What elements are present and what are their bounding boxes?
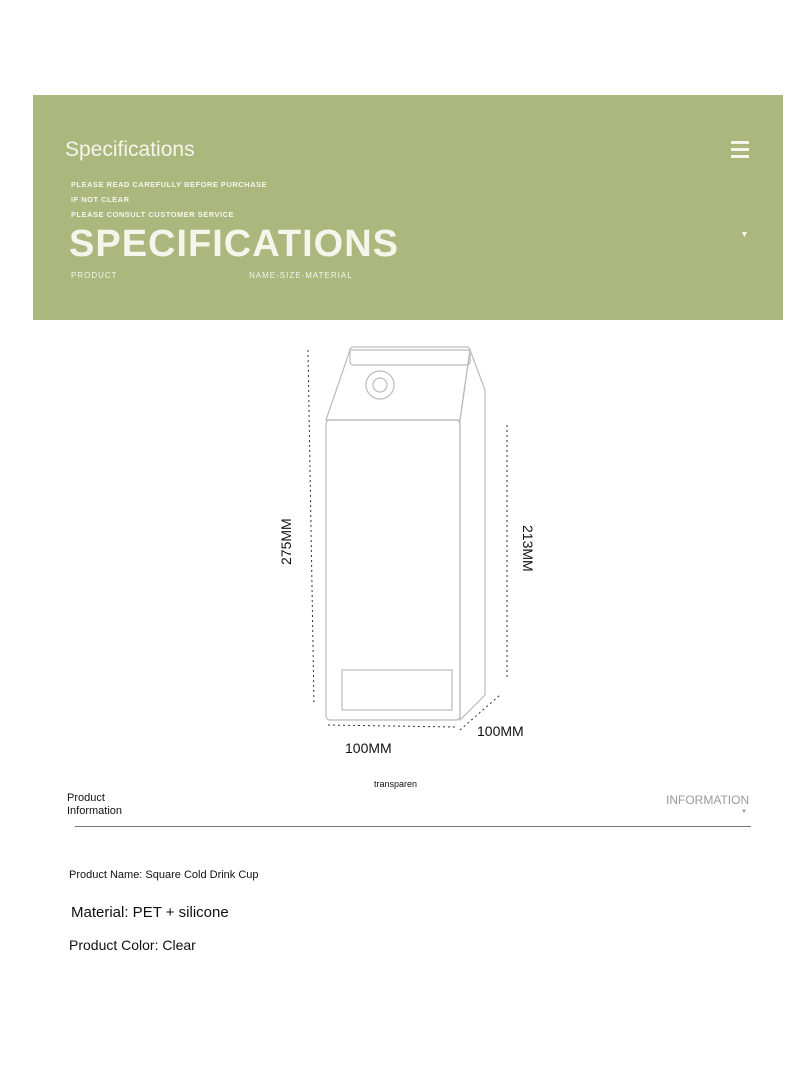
dimension-width: 100MM <box>345 740 392 756</box>
banner-heading: SPECIFICATIONS <box>69 223 399 265</box>
divider <box>75 826 751 827</box>
stray-label: transparen <box>374 779 418 789</box>
banner-caption-right: NAME-SIZE-MATERIAL <box>249 271 353 280</box>
product-color: Product Color: Clear <box>69 937 196 953</box>
banner-note: PLEASE READ CAREFULLY BEFORE PURCHASE <box>71 180 268 189</box>
banner-note: PLEASE CONSULT CUSTOMER SERVICE <box>71 210 235 219</box>
dimension-total-height: 275MM <box>278 518 294 565</box>
bottle-illustration <box>270 335 550 755</box>
dimension-body-height: 213MM <box>520 525 536 572</box>
section-label-line2: Information <box>67 805 123 817</box>
banner-note: IF NOT CLEAR <box>71 195 130 204</box>
banner-title: Specifications <box>65 138 195 161</box>
information-label: INFORMATION <box>666 793 750 807</box>
product-material: Material: PET + silicone <box>71 904 229 921</box>
menu-icon <box>731 141 749 157</box>
banner-caption-left: PRODUCT <box>71 271 118 280</box>
section-label-line1: Product <box>67 792 105 804</box>
triangle-down-icon: ▼ <box>740 229 749 239</box>
triangle-down-icon: ▼ <box>741 809 747 815</box>
dimension-depth: 100MM <box>477 723 524 739</box>
specifications-banner <box>33 95 783 320</box>
product-name: Product Name: Square Cold Drink Cup <box>69 869 259 881</box>
